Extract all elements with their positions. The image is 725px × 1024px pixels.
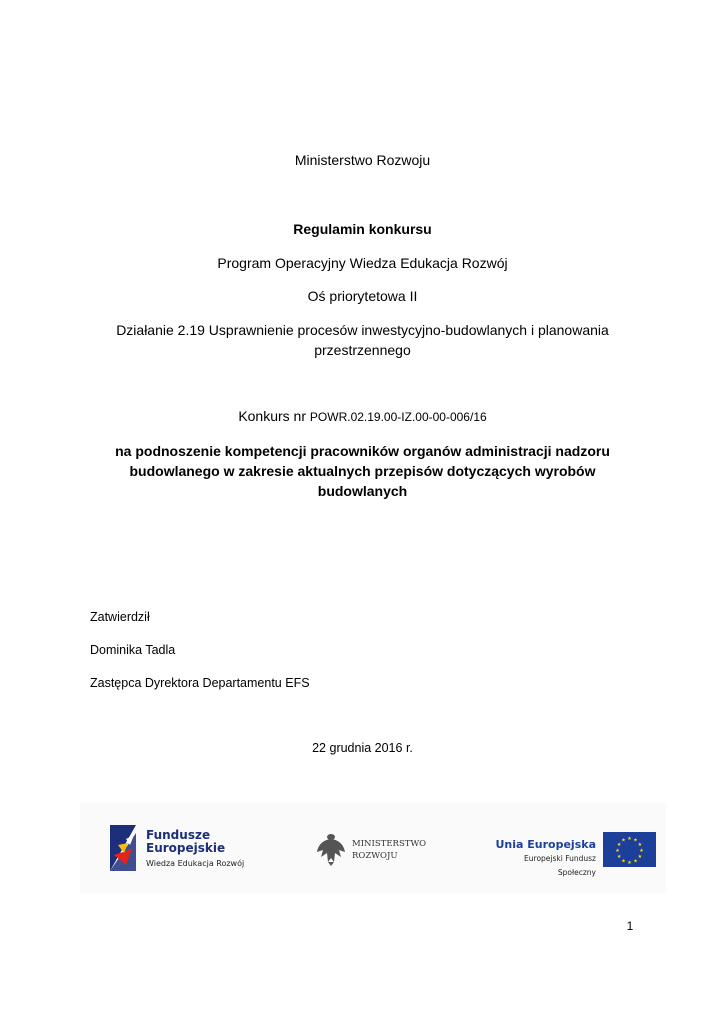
page-number: 1 [626,919,634,933]
svg-text:★: ★ [637,854,643,860]
svg-text:★: ★ [633,837,638,844]
ue-logo-line-2: Europejski Fundusz Społeczny [524,854,596,877]
subject-line-3: budowlanych [317,483,408,499]
approver-name: Dominika Tadla [90,643,176,657]
action-line-2: przestrzennego [314,342,411,358]
svg-text:★: ★ [621,858,626,865]
svg-text:★: ★ [637,842,643,848]
mr-logo-text [352,838,426,862]
eu-flag-icon [603,832,656,867]
ue-logo-line-1: Unia Europejska [495,838,596,851]
approver-position: Zastępca Dyrektora Departamentu EFS [90,676,310,690]
fundusze-europejskie-logo-icon [110,825,140,871]
fe-logo-line-1: Fundusze [146,828,211,842]
svg-text:★: ★ [633,858,638,865]
priority-axis: Oś priorytetowa II [307,288,418,304]
polish-eagle-emblem-icon [316,832,346,866]
svg-text:★: ★ [627,836,632,842]
svg-text:★: ★ [627,860,632,866]
mr-logo-line-1: MINISTERSTWO [352,839,427,849]
program-name: Program Operacyjny Wiedza Edukacja Rozwój [217,255,508,271]
document-title: Regulamin konkursu [293,221,432,237]
competition-code: POWR.02.19.00-IZ.00-00-006/16 [309,410,487,424]
approved-by-label: Zatwierdził [90,610,150,624]
fe-logo-text [146,829,244,870]
competition-prefix: Konkurs nr [238,408,307,424]
fe-logo-line-3: Wiedza Edukacja Rozwój [146,859,245,868]
ministry-heading: Ministerstwo Rozwoju [294,152,431,168]
svg-text:★: ★ [621,837,626,844]
fe-logo-line-2: Europejskie [146,841,226,855]
action-line-1: Działanie 2.19 Usprawnienie procesów inwestycyjno-budowlanych i planowania [116,322,609,338]
document-date: 22 grudnia 2016 r. [312,741,413,755]
svg-text:★: ★ [616,854,622,860]
svg-text:★: ★ [616,842,622,848]
competition-number [60,406,665,427]
mr-logo-line-2: ROZWOJU [352,851,398,861]
ue-logo-text [486,838,596,880]
subject-line-1: na podnoszenie kompetencji pracowników organów administracji nadzoru [115,443,610,459]
subject-line-2: budowlanego w zakresie aktualnych przepisów dotyczących wyrobów [129,463,596,479]
svg-text:★: ★ [615,848,620,854]
svg-text:★: ★ [639,848,644,854]
